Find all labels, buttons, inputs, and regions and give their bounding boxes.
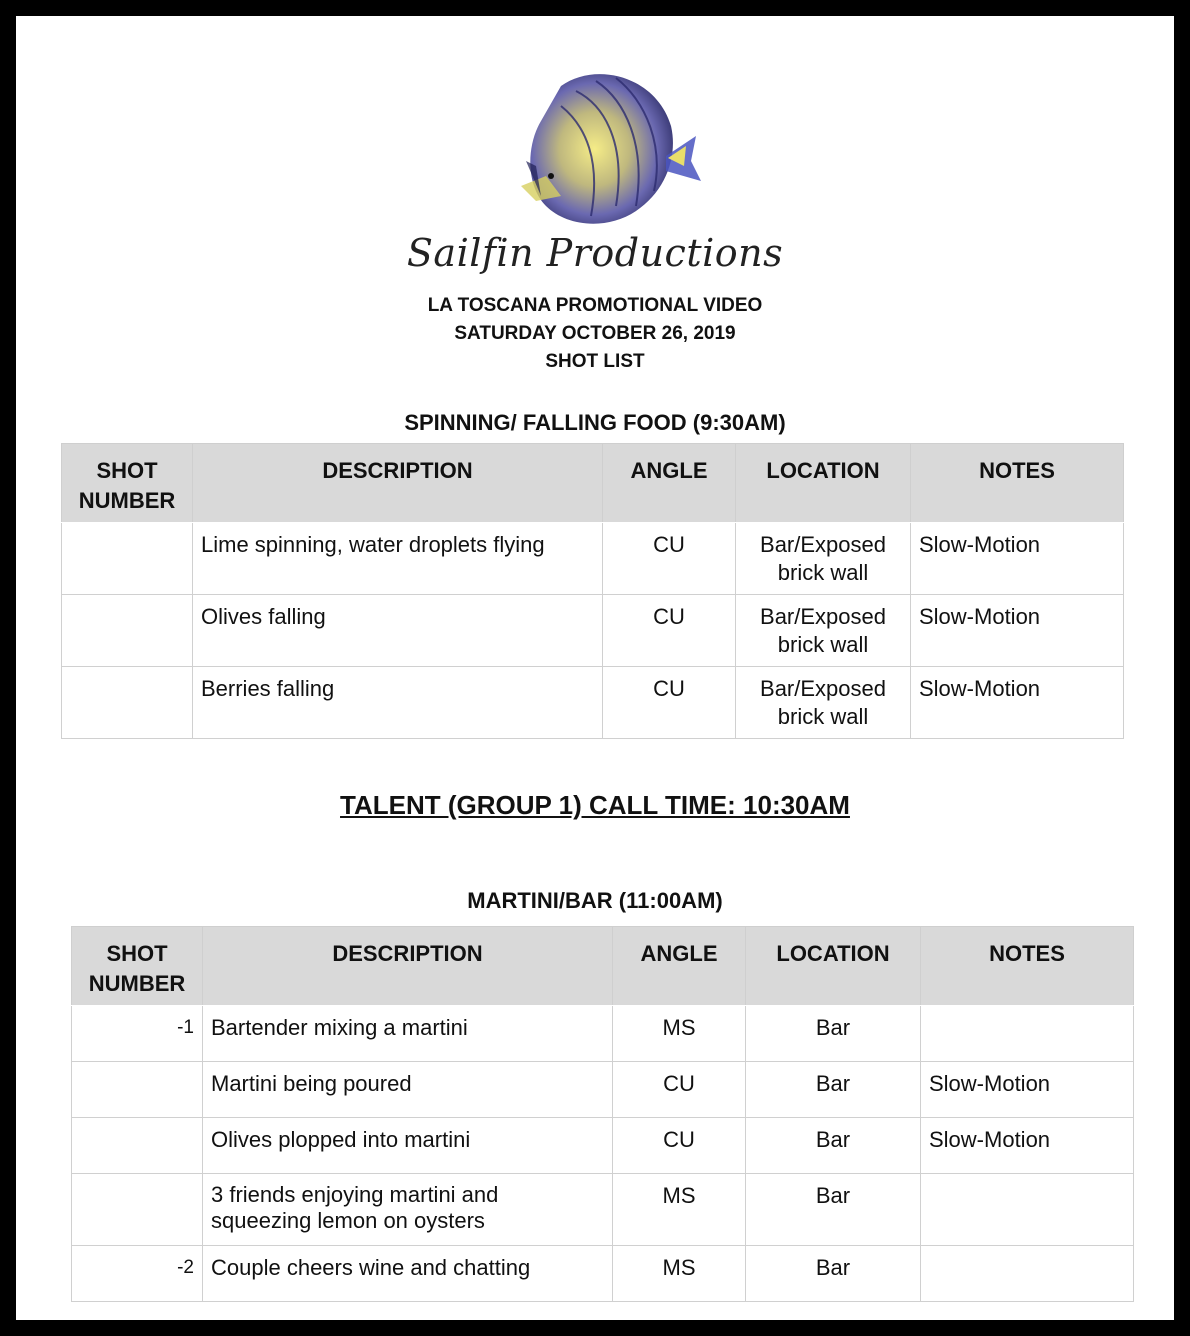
shot-number-cell <box>62 595 193 667</box>
location-cell: Bar <box>746 1118 921 1174</box>
document-page <box>16 16 1174 1320</box>
table-row <box>72 1118 1134 1174</box>
table-row <box>62 667 1124 739</box>
col-location: LOCATION <box>746 927 921 1006</box>
description-cell: Olives plopped into martini <box>203 1118 613 1174</box>
notes-cell: Slow-Motion <box>911 667 1124 739</box>
description-cell: Lime spinning, water droplets flying <box>193 523 603 595</box>
sailfin-fish-logo <box>506 66 706 236</box>
angle-cell: CU <box>603 523 736 595</box>
location-cell: Bar/Exposed brick wall <box>736 667 911 739</box>
shot-number-cell <box>62 523 193 595</box>
table-row <box>72 1006 1134 1062</box>
location-cell: Bar <box>746 1174 921 1246</box>
shot-number-cell <box>72 1174 203 1246</box>
notes-cell: Slow-Motion <box>921 1118 1134 1174</box>
col-notes: NOTES <box>911 444 1124 523</box>
angle-cell: CU <box>613 1118 746 1174</box>
angle-cell: CU <box>613 1062 746 1118</box>
angle-cell: CU <box>603 595 736 667</box>
shoot-date: SATURDAY OCTOBER 26, 2019 <box>454 323 736 344</box>
description-cell: Bartender mixing a martini <box>203 1006 613 1062</box>
description-cell: 3 friends enjoying martini and squeezing lemon on oysters <box>203 1174 613 1246</box>
col-location: LOCATION <box>736 444 911 523</box>
description-cell: Martini being poured <box>203 1062 613 1118</box>
angle-cell: MS <box>613 1174 746 1246</box>
description-cell: Couple cheers wine and chatting <box>203 1246 613 1302</box>
col-shot-number: SHOT NUMBER <box>72 927 203 1006</box>
notes-cell <box>921 1006 1134 1062</box>
table-row <box>62 523 1124 595</box>
table-row <box>72 1174 1134 1246</box>
section-title-spinning-food: SPINNING/ FALLING FOOD (9:30AM) <box>404 410 786 435</box>
shot-number-cell: -2 <box>72 1246 203 1302</box>
notes-cell <box>921 1174 1134 1246</box>
angle-cell: MS <box>613 1246 746 1302</box>
angle-cell: CU <box>603 667 736 739</box>
description-cell: Berries falling <box>193 667 603 739</box>
section-title-martini-bar: MARTINI/BAR (11:00AM) <box>467 888 723 913</box>
brand-name: Sailfin Productions <box>406 231 784 275</box>
location-cell: Bar/Exposed brick wall <box>736 523 911 595</box>
angle-cell: MS <box>613 1006 746 1062</box>
location-cell: Bar/Exposed brick wall <box>736 595 911 667</box>
notes-cell: Slow-Motion <box>911 595 1124 667</box>
table-row <box>62 595 1124 667</box>
table-row <box>72 1062 1134 1118</box>
description-cell: Olives falling <box>193 595 603 667</box>
shot-table-spinning-food <box>61 443 1124 739</box>
shot-number-cell <box>72 1118 203 1174</box>
talent-call-time: TALENT (GROUP 1) CALL TIME: 10:30AM <box>340 790 850 820</box>
shot-table-martini-bar <box>71 926 1134 1302</box>
doc-type: SHOT LIST <box>545 351 645 372</box>
table-header-row <box>72 927 1134 1006</box>
shot-number-cell <box>72 1062 203 1118</box>
location-cell: Bar <box>746 1246 921 1302</box>
project-title: LA TOSCANA PROMOTIONAL VIDEO <box>427 295 763 316</box>
shot-number-cell: -1 <box>72 1006 203 1062</box>
col-angle: ANGLE <box>613 927 746 1006</box>
table-header-row <box>62 444 1124 523</box>
col-shot-number: SHOT NUMBER <box>62 444 193 523</box>
shot-number-cell <box>62 667 193 739</box>
location-cell: Bar <box>746 1006 921 1062</box>
notes-cell: Slow-Motion <box>911 523 1124 595</box>
col-notes: NOTES <box>921 927 1134 1006</box>
col-description: DESCRIPTION <box>193 444 603 523</box>
col-description: DESCRIPTION <box>203 927 613 1006</box>
col-angle: ANGLE <box>603 444 736 523</box>
notes-cell <box>921 1246 1134 1302</box>
notes-cell: Slow-Motion <box>921 1062 1134 1118</box>
table-row <box>72 1246 1134 1302</box>
location-cell: Bar <box>746 1062 921 1118</box>
